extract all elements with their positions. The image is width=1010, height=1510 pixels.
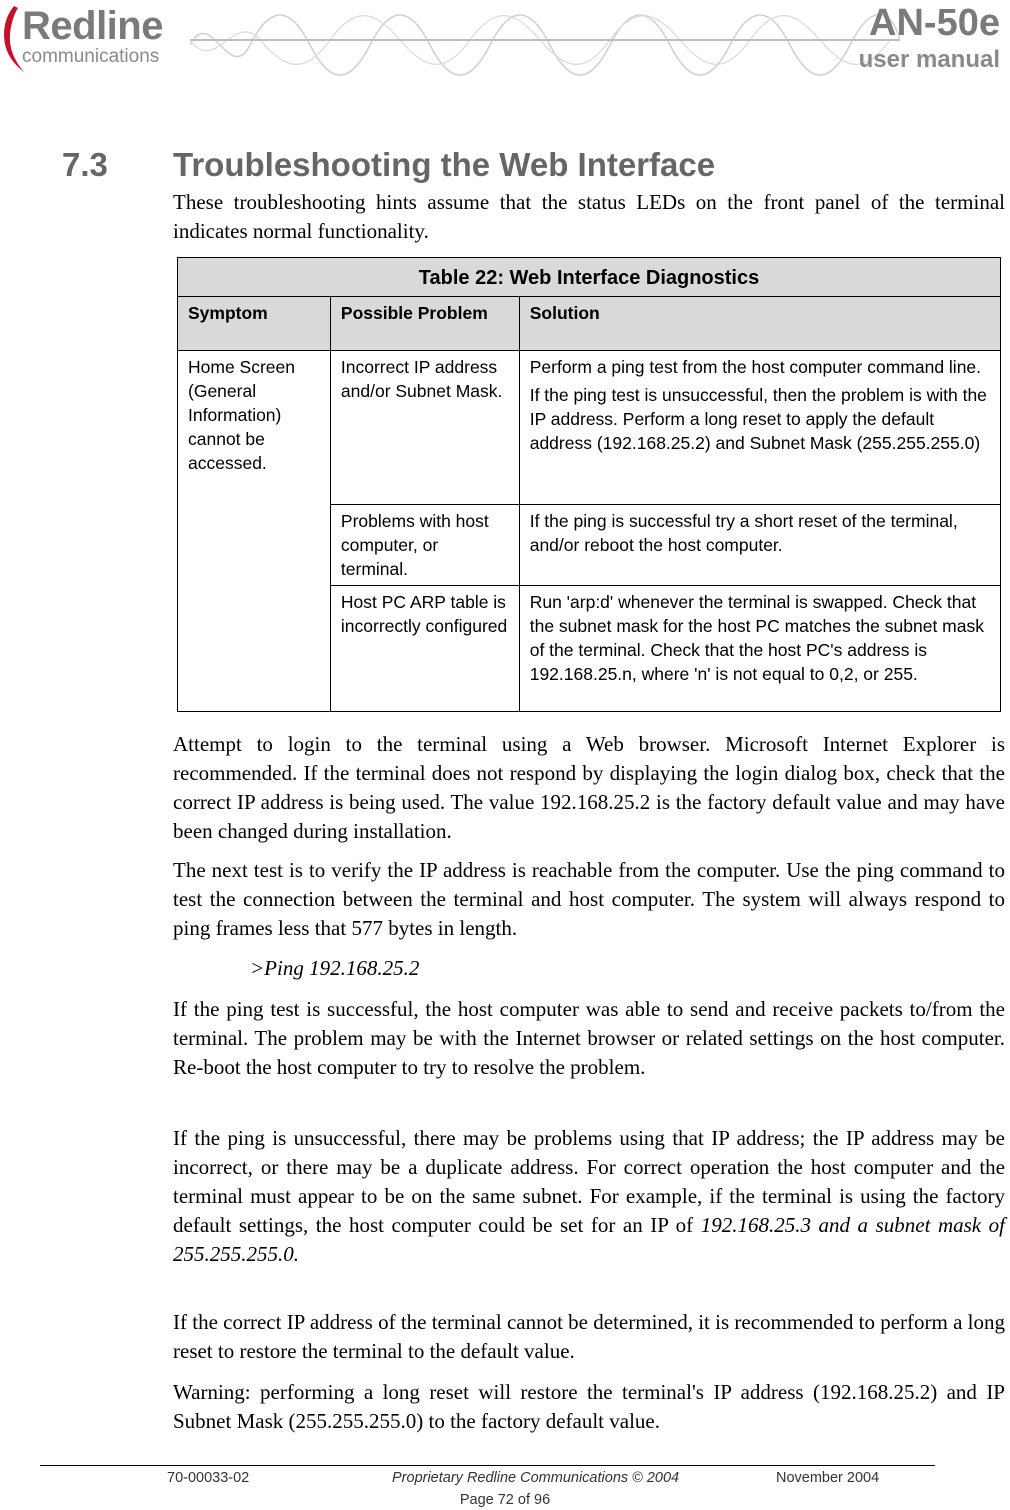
problem-cell: Host PC ARP table is incorrectly configured <box>330 586 519 712</box>
brand-logo-wordmark: Redline <box>22 4 163 48</box>
column-header-problem: Possible Problem <box>330 297 519 351</box>
footer-page-number: Page 72 of 96 <box>459 1492 551 1508</box>
solution-cell <box>519 505 1000 586</box>
solution-text: If the ping test is unsuccessful, then the problem is with the IP address. Perform a long reset to apply the default address (192.168.25.2) and Subnet Mask (255.255.255.0) <box>529 385 987 453</box>
footer-divider <box>40 1465 935 1466</box>
body-paragraph: If the ping test is successful, the host computer was able to send and receive packets to/from the terminal. The problem may be with the Internet browser or related settings on the host computer. Re-boot the host computer to try to resolve the problem. <box>173 997 1005 1079</box>
header-wave-decoration <box>190 0 900 90</box>
solution-text: Run 'arp:d' whenever the terminal is swapped. Check that the subnet mask for the host PC matches the subnet mask of the terminal. Check that the host PC's address is 192.168.25.n, where 'n' is not equal to 0,2, or 255. <box>529 592 984 684</box>
solution-cell <box>519 586 1000 712</box>
solution-text: Perform a ping test from the host computer command line. <box>529 357 982 377</box>
example-ip-settings: 192.168.25.3 and a subnet mask of 255.255.255.0. <box>173 1213 1006 1266</box>
brand-logo-subtitle: communications <box>22 46 160 67</box>
table-row <box>178 351 1001 505</box>
ping-command: >Ping 192.168.25.2 <box>250 956 420 980</box>
body-paragraph <box>173 1124 1005 1269</box>
body-paragraph: If the correct IP address of the terminal cannot be determined, it is recommended to perform a long reset to restore the terminal to the default value. <box>173 1310 1005 1363</box>
table-caption: Table 22: Web Interface Diagnostics <box>178 258 1001 297</box>
symptom-cell: Home Screen (General Information) cannot be accessed. <box>178 351 331 712</box>
document-type: user manual <box>858 46 1000 73</box>
column-header-symptom: Symptom <box>178 297 331 351</box>
section-title: Troubleshooting the Web Interface <box>173 146 716 183</box>
body-paragraph: The next test is to verify the IP address is reachable from the computer. Use the ping command to test the connection between the terminal and host computer. The system will always respond to ping frames less that 577 bytes in length. <box>173 858 1005 940</box>
footer-copyright: Proprietary Redline Communications © 2004 <box>392 1470 680 1486</box>
body-paragraph-text: If the ping is unsuccessful, there may be problems using that IP address; the IP address may be incorrect, or there may be a duplicate address. For correct operation the host computer and the terminal must appear to be on the same subnet. For example, if the terminal is using the factory default settings, the host computer could be set for an IP of <box>173 1126 1005 1237</box>
problem-cell: Incorrect IP address and/or Subnet Mask. <box>330 351 519 505</box>
warning-paragraph: Warning: performing a long reset will restore the terminal's IP address (192.168.25.2) and IP Subnet Mask (255.255.255.0) to the factory default value. <box>173 1380 1005 1433</box>
footer-doc-number: 70-00033-02 <box>167 1470 250 1486</box>
problem-cell: Problems with host computer, or terminal. <box>330 505 519 586</box>
column-header-solution: Solution <box>519 297 1000 351</box>
solution-cell <box>519 351 1000 505</box>
intro-paragraph: These troubleshooting hints assume that the status LEDs on the front panel of the terminal indicates normal functionality. <box>173 190 1005 243</box>
footer-date: November 2004 <box>776 1470 880 1486</box>
diagnostics-table <box>177 257 1001 712</box>
section-number: 7.3 <box>62 146 108 183</box>
body-paragraph: Attempt to login to the terminal using a Web browser. Microsoft Internet Explorer is recommended. If the terminal does not respond by displaying the login dialog box, check that the correct IP address is being used. The value 192.168.25.2 is the factory default value and may have been changed during installation. <box>173 732 1005 843</box>
solution-text: If the ping is successful try a short reset of the terminal, and/or reboot the host computer. <box>529 511 958 555</box>
product-name: AN-50e <box>869 2 1000 44</box>
